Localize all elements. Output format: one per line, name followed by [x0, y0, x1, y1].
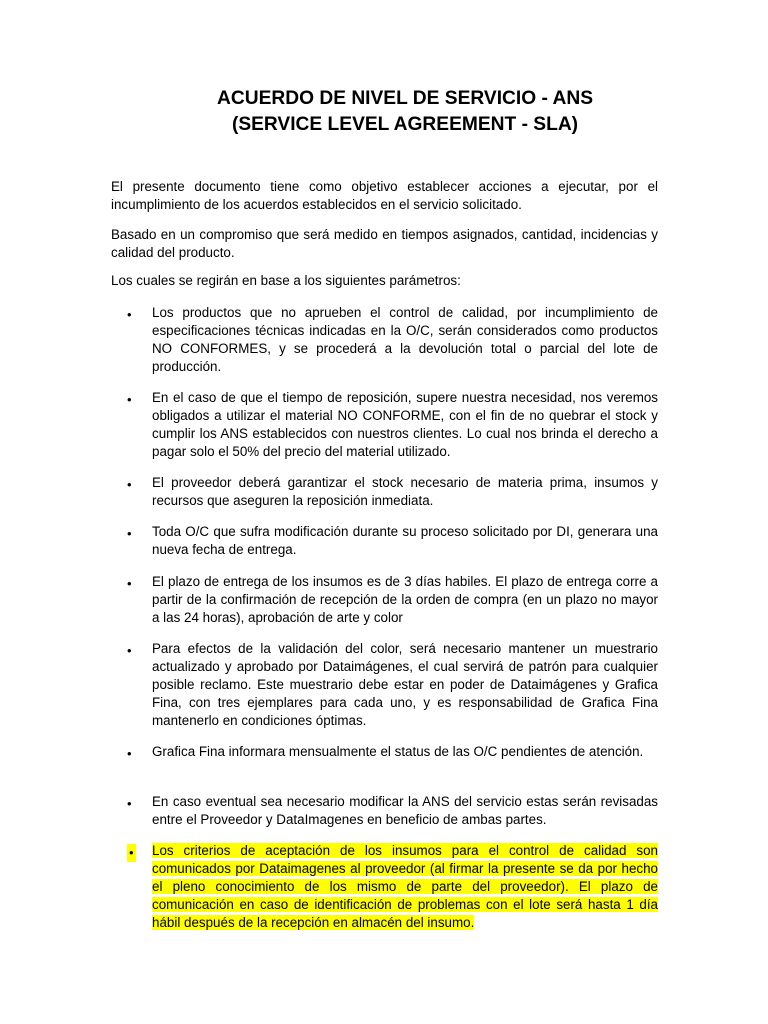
- bullet-icon: •: [127, 307, 132, 322]
- document-title-line1: ACUERDO DE NIVEL DE SERVICIO - ANS: [217, 88, 593, 109]
- bullet-icon: •: [127, 392, 132, 407]
- list-item-text: Los productos que no aprueben el control de calidad, por incumplimiento de especificaciones técnicas indicadas en la O/C, serán considerados como productos NO CONFORMES, y se procederá a la devolución total o parcial del lote de producción.: [152, 305, 658, 374]
- list-item-text: En el caso de que el tiempo de reposición, supere nuestra necesidad, nos veremos obligados a utilizar el material NO CONFORME, con el fin de no quebrar el stock y cumplir los ANS establecidos con nuestros clientes. Lo cual nos brinda el derecho a pagar solo el 50% del precio del material utilizado.: [152, 390, 658, 459]
- intro-paragraph: El presente documento tiene como objetivo establecer acciones a ejecutar, por el incumplimiento de los acuerdos establecidos en el servicio solicitado.: [111, 179, 658, 212]
- bullet-icon: •: [127, 796, 132, 811]
- bullet-icon: •: [127, 477, 132, 492]
- list-item-text: En caso eventual sea necesario modificar la ANS del servicio estas serán revisadas entre el Proveedor y DataImagenes en beneficio de ambas partes.: [152, 794, 658, 827]
- bullet-icon: •: [127, 643, 132, 658]
- list-item-text: Para efectos de la validación del color, será necesario mantener un muestrario actualizado y aprobado por Dataimágenes, el cual servirá de patrón para cualquier posible reclamo. Este muestrario debe estar en poder de Dataimágenes y Grafica Fina, con tres ejemplares para cada uno, y es responsabilidad de Grafica Fina mantenerlo en condiciones óptimas.: [152, 641, 658, 728]
- document-title-line2: (SERVICE LEVEL AGREEMENT - SLA): [231, 114, 579, 135]
- bullet-icon: •: [127, 576, 132, 591]
- list-item-text: Grafica Fina informara mensualmente el status de las O/C pendientes de atención.: [152, 744, 644, 759]
- list-item-text: [152, 842, 658, 932]
- parameters-intro: Los cuales se regirán en base a los siguientes parámetros:: [111, 273, 461, 288]
- highlighted-text: Los criterios de aceptación de los insumos para el control de calidad son comunicados por Dataimagenes al proveedor (al firmar la presente se da por hecho el pleno conocimiento de los mismo de parte del proveedor). El plazo de comunicación en caso de identificación de problemas con el lote será hasta 1 día hábil después de la recepción en almacén del insumo.: [152, 843, 658, 930]
- bullet-icon: •: [129, 845, 134, 860]
- list-item-text: El plazo de entrega de los insumos es de 3 días habiles. El plazo de entrega corre a partir de la confirmación de recepción de la orden de compra (en un plazo no mayor a las 24 horas), aprobación de arte y color: [152, 574, 658, 625]
- list-item-text: Toda O/C que sufra modificación durante su proceso solicitado por DI, generara una nueva fecha de entrega.: [152, 524, 658, 557]
- list-item-text: El proveedor deberá garantizar el stock necesario de materia prima, insumos y recursos que aseguren la reposición inmediata.: [152, 475, 658, 508]
- bullet-icon: •: [127, 526, 132, 541]
- basis-paragraph: Basado en un compromiso que será medido en tiempos asignados, cantidad, incidencias y calidad del producto.: [111, 227, 658, 260]
- bullet-icon: •: [127, 746, 132, 761]
